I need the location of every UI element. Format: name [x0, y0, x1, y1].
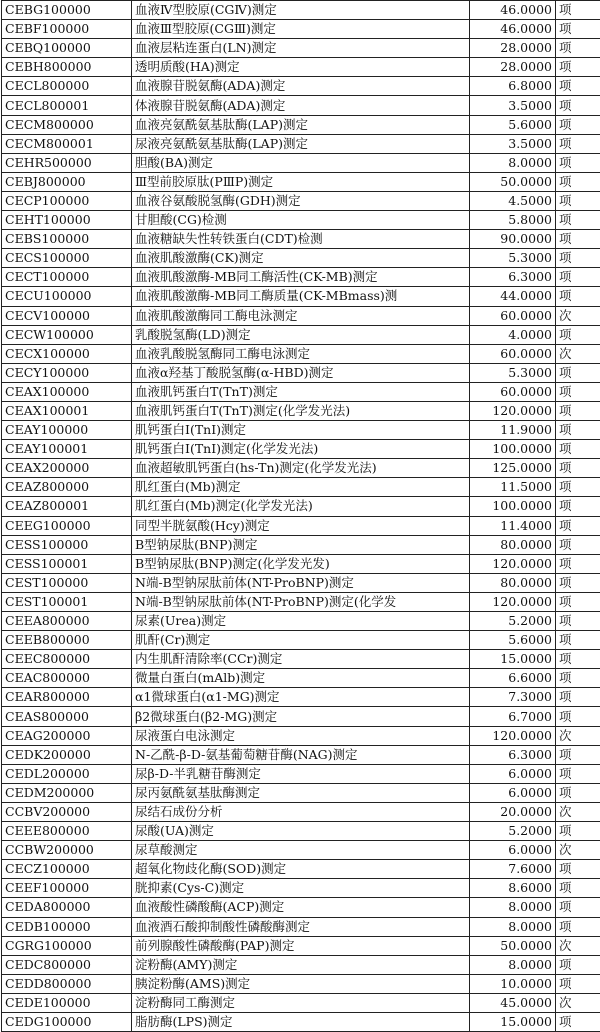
item-name-cell: 脂肪酶(LPS)测定 — [132, 1012, 470, 1031]
item-price-cell: 125.0000 — [470, 459, 556, 478]
item-price-cell: 120.0000 — [470, 401, 556, 420]
item-code-cell: CEDL200000 — [2, 764, 132, 783]
item-name-cell: 尿液亮氨酰氨基肽酶(LAP)测定 — [132, 134, 470, 153]
item-name-cell: 尿草酸测定 — [132, 841, 470, 860]
item-unit-cell: 次 — [556, 726, 600, 745]
table-row — [2, 841, 600, 860]
table-row — [2, 1, 600, 20]
item-code-cell: CECS100000 — [2, 249, 132, 268]
item-unit-cell: 项 — [556, 822, 600, 841]
item-price-cell: 4.5000 — [470, 191, 556, 210]
table-row — [2, 936, 600, 955]
item-name-cell: 尿液蛋白电泳测定 — [132, 726, 470, 745]
item-unit-cell: 项 — [556, 1, 600, 20]
item-code-cell: CEAY100000 — [2, 421, 132, 440]
item-code-cell: CEAX200000 — [2, 459, 132, 478]
item-name-cell: 血液Ⅲ型胶原(CGⅢ)测定 — [132, 20, 470, 39]
item-unit-cell: 项 — [556, 592, 600, 611]
table-row — [2, 974, 600, 993]
item-name-cell: 血液腺苷脱氨酶(ADA)测定 — [132, 77, 470, 96]
item-price-cell: 50.0000 — [470, 172, 556, 191]
item-name-cell: 肌钙蛋白Ⅰ(TnI)测定 — [132, 421, 470, 440]
item-name-cell: 血液亮氨酰氨基肽酶(LAP)测定 — [132, 115, 470, 134]
item-unit-cell: 项 — [556, 39, 600, 58]
item-unit-cell: 项 — [556, 745, 600, 764]
item-code-cell: CEDA800000 — [2, 898, 132, 917]
item-name-cell: N端-B型钠尿肽前体(NT-ProBNP)测定(化学发 — [132, 592, 470, 611]
item-code-cell: CECZ100000 — [2, 860, 132, 879]
item-unit-cell: 项 — [556, 249, 600, 268]
item-unit-cell: 项 — [556, 516, 600, 535]
item-code-cell: CECM800001 — [2, 134, 132, 153]
item-unit-cell: 项 — [556, 459, 600, 478]
table-row — [2, 573, 600, 592]
item-price-cell: 120.0000 — [470, 726, 556, 745]
table-row — [2, 898, 600, 917]
item-unit-cell: 项 — [556, 917, 600, 936]
item-price-cell: 11.5000 — [470, 478, 556, 497]
item-code-cell: CEHR500000 — [2, 153, 132, 172]
item-unit-cell: 次 — [556, 344, 600, 363]
table-row — [2, 134, 600, 153]
item-price-cell: 60.0000 — [470, 306, 556, 325]
item-name-cell: 血液α羟基丁酸脱氢酶(α-HBD)测定 — [132, 363, 470, 382]
item-code-cell: CEBG100000 — [2, 1, 132, 20]
item-price-cell: 6.3000 — [470, 268, 556, 287]
table-row — [2, 211, 600, 230]
item-name-cell: α1微球蛋白(α1-MG)测定 — [132, 688, 470, 707]
item-price-cell: 28.0000 — [470, 39, 556, 58]
item-price-cell: 8.0000 — [470, 898, 556, 917]
item-name-cell: 血液Ⅳ型胶原(CGⅣ)测定 — [132, 1, 470, 20]
item-name-cell: 前列腺酸性磷酸酶(PAP)测定 — [132, 936, 470, 955]
item-unit-cell: 次 — [556, 306, 600, 325]
item-unit-cell: 项 — [556, 440, 600, 459]
item-name-cell: 尿酸(UA)测定 — [132, 822, 470, 841]
price-table — [1, 0, 600, 1032]
item-unit-cell: 项 — [556, 707, 600, 726]
table-row — [2, 401, 600, 420]
item-code-cell: CECY100000 — [2, 363, 132, 382]
item-unit-cell: 项 — [556, 421, 600, 440]
item-price-cell: 20.0000 — [470, 802, 556, 821]
item-unit-cell: 项 — [556, 554, 600, 573]
item-name-cell: 淀粉酶同工酶测定 — [132, 993, 470, 1012]
item-unit-cell: 项 — [556, 612, 600, 631]
item-code-cell: CECT100000 — [2, 268, 132, 287]
item-price-cell: 4.0000 — [470, 325, 556, 344]
item-name-cell: Ⅲ型前胶原肽(PⅢP)测定 — [132, 172, 470, 191]
item-unit-cell: 项 — [556, 287, 600, 306]
table-row — [2, 955, 600, 974]
table-row — [2, 459, 600, 478]
item-code-cell: CECL800001 — [2, 96, 132, 115]
item-name-cell: 胱抑素(Cys-C)测定 — [132, 879, 470, 898]
item-name-cell: 肌酐(Cr)测定 — [132, 631, 470, 650]
item-unit-cell: 项 — [556, 211, 600, 230]
table-row — [2, 153, 600, 172]
item-code-cell: CEBJ800000 — [2, 172, 132, 191]
item-code-cell: CEAZ800000 — [2, 478, 132, 497]
item-code-cell: CEAZ800001 — [2, 497, 132, 516]
table-row — [2, 516, 600, 535]
item-name-cell: 血液酸性磷酸酶(ACP)测定 — [132, 898, 470, 917]
table-row — [2, 382, 600, 401]
item-price-cell: 5.8000 — [470, 211, 556, 230]
item-price-cell: 15.0000 — [470, 1012, 556, 1031]
item-name-cell: N-乙酰-β-D-氨基葡萄糖苷酶(NAG)测定 — [132, 745, 470, 764]
item-name-cell: 血液肌酸激酶-MB同工酶活性(CK-MB)测定 — [132, 268, 470, 287]
item-name-cell: B型钠尿肽(BNP)测定(化学发光发) — [132, 554, 470, 573]
item-price-cell: 60.0000 — [470, 344, 556, 363]
table-row — [2, 325, 600, 344]
item-unit-cell: 项 — [556, 688, 600, 707]
item-name-cell: 肌红蛋白(Mb)测定 — [132, 478, 470, 497]
item-code-cell: CEST100001 — [2, 592, 132, 611]
item-price-cell: 5.2000 — [470, 822, 556, 841]
table-row — [2, 783, 600, 802]
item-unit-cell: 项 — [556, 764, 600, 783]
item-name-cell: 血液超敏肌钙蛋白(hs-Tn)测定(化学发光法) — [132, 459, 470, 478]
item-price-cell: 46.0000 — [470, 1, 556, 20]
item-price-cell: 6.7000 — [470, 707, 556, 726]
item-unit-cell: 次 — [556, 841, 600, 860]
item-code-cell: CECW100000 — [2, 325, 132, 344]
item-code-cell: CEEA800000 — [2, 612, 132, 631]
item-name-cell: 肌钙蛋白Ⅰ(TnI)测定(化学发光法) — [132, 440, 470, 459]
item-unit-cell: 项 — [556, 669, 600, 688]
item-code-cell: CEDG100000 — [2, 1012, 132, 1031]
item-unit-cell: 次 — [556, 993, 600, 1012]
table-row — [2, 249, 600, 268]
table-row — [2, 497, 600, 516]
item-code-cell: CEEB800000 — [2, 631, 132, 650]
item-price-cell: 5.6000 — [470, 115, 556, 134]
item-price-cell: 8.0000 — [470, 955, 556, 974]
item-price-cell: 44.0000 — [470, 287, 556, 306]
item-name-cell: 胆酸(BA)测定 — [132, 153, 470, 172]
item-unit-cell: 次 — [556, 802, 600, 821]
item-code-cell: CEDM200000 — [2, 783, 132, 802]
item-unit-cell: 项 — [556, 974, 600, 993]
item-code-cell: CEAY100001 — [2, 440, 132, 459]
item-code-cell: CECL800000 — [2, 77, 132, 96]
item-price-cell: 15.0000 — [470, 650, 556, 669]
item-code-cell: CEEE800000 — [2, 822, 132, 841]
item-name-cell: 乳酸脱氢酶(LD)测定 — [132, 325, 470, 344]
item-name-cell: 尿丙氨酰氨基肽酶测定 — [132, 783, 470, 802]
item-name-cell: 血液谷氨酸脱氢酶(GDH)测定 — [132, 191, 470, 210]
item-unit-cell: 项 — [556, 77, 600, 96]
item-price-cell: 45.0000 — [470, 993, 556, 1012]
table-row — [2, 745, 600, 764]
item-name-cell: 血液层粘连蛋白(LN)测定 — [132, 39, 470, 58]
item-unit-cell: 项 — [556, 497, 600, 516]
item-unit-cell: 次 — [556, 936, 600, 955]
item-price-cell: 80.0000 — [470, 573, 556, 592]
table-row — [2, 650, 600, 669]
item-unit-cell: 项 — [556, 955, 600, 974]
table-row — [2, 172, 600, 191]
table-row — [2, 822, 600, 841]
item-code-cell: CECP100000 — [2, 191, 132, 210]
item-unit-cell: 项 — [556, 268, 600, 287]
item-name-cell: 血液肌酸激酶同工酶电泳测定 — [132, 306, 470, 325]
table-row — [2, 440, 600, 459]
item-code-cell: CEAX100001 — [2, 401, 132, 420]
item-price-cell: 90.0000 — [470, 230, 556, 249]
table-row — [2, 363, 600, 382]
item-unit-cell: 项 — [556, 573, 600, 592]
item-name-cell: 肌红蛋白(Mb)测定(化学发光法) — [132, 497, 470, 516]
table-row — [2, 96, 600, 115]
item-code-cell: CEEF100000 — [2, 879, 132, 898]
table-row — [2, 612, 600, 631]
item-code-cell: CCBV200000 — [2, 802, 132, 821]
item-name-cell: 同型半胱氨酸(Hcy)测定 — [132, 516, 470, 535]
item-name-cell: N端-B型钠尿肽前体(NT-ProBNP)测定 — [132, 573, 470, 592]
item-price-cell: 120.0000 — [470, 592, 556, 611]
item-code-cell: CECV100000 — [2, 306, 132, 325]
table-row — [2, 592, 600, 611]
item-code-cell: CEEG100000 — [2, 516, 132, 535]
item-code-cell: CEDC800000 — [2, 955, 132, 974]
table-row — [2, 115, 600, 134]
item-price-cell: 5.6000 — [470, 631, 556, 650]
item-price-cell: 8.0000 — [470, 153, 556, 172]
table-row — [2, 554, 600, 573]
table-row — [2, 707, 600, 726]
item-unit-cell: 项 — [556, 860, 600, 879]
table-row — [2, 631, 600, 650]
item-unit-cell: 项 — [556, 879, 600, 898]
item-name-cell: 尿结石成份分析 — [132, 802, 470, 821]
item-code-cell: CECM800000 — [2, 115, 132, 134]
item-price-cell: 6.0000 — [470, 764, 556, 783]
table-row — [2, 764, 600, 783]
item-price-cell: 8.6000 — [470, 879, 556, 898]
item-code-cell: CEAX100000 — [2, 382, 132, 401]
table-row — [2, 421, 600, 440]
item-unit-cell: 项 — [556, 401, 600, 420]
item-code-cell: CEBH800000 — [2, 58, 132, 77]
item-code-cell: CEBS100000 — [2, 230, 132, 249]
item-price-cell: 10.0000 — [470, 974, 556, 993]
item-name-cell: 血液酒石酸抑制酸性磷酸酶测定 — [132, 917, 470, 936]
table-row — [2, 191, 600, 210]
item-code-cell: CEAC800000 — [2, 669, 132, 688]
table-row — [2, 58, 600, 77]
item-price-cell: 7.3000 — [470, 688, 556, 707]
item-unit-cell: 项 — [556, 153, 600, 172]
table-row — [2, 917, 600, 936]
item-name-cell: β2微球蛋白(β2-MG)测定 — [132, 707, 470, 726]
item-name-cell: 血液肌钙蛋白T(TnT)测定(化学发光法) — [132, 401, 470, 420]
item-name-cell: 超氧化物歧化酶(SOD)测定 — [132, 860, 470, 879]
item-unit-cell: 项 — [556, 631, 600, 650]
item-code-cell: CEAR800000 — [2, 688, 132, 707]
item-code-cell: CECU100000 — [2, 287, 132, 306]
table-row — [2, 860, 600, 879]
item-price-cell: 120.0000 — [470, 554, 556, 573]
item-code-cell: CEST100000 — [2, 573, 132, 592]
item-code-cell: CEAS800000 — [2, 707, 132, 726]
item-price-cell: 6.0000 — [470, 783, 556, 802]
item-unit-cell: 项 — [556, 898, 600, 917]
item-name-cell: 血液糖缺失性转铁蛋白(CDT)检测 — [132, 230, 470, 249]
table-row — [2, 688, 600, 707]
item-unit-cell: 项 — [556, 172, 600, 191]
item-unit-cell: 项 — [556, 325, 600, 344]
item-price-cell: 11.9000 — [470, 421, 556, 440]
item-unit-cell: 项 — [556, 650, 600, 669]
item-unit-cell: 项 — [556, 535, 600, 554]
item-price-cell: 11.4000 — [470, 516, 556, 535]
item-name-cell: 血液乳酸脱氢酶同工酶电泳测定 — [132, 344, 470, 363]
item-unit-cell: 项 — [556, 230, 600, 249]
item-price-cell: 28.0000 — [470, 58, 556, 77]
item-code-cell: CEDE100000 — [2, 993, 132, 1012]
item-unit-cell: 项 — [556, 478, 600, 497]
table-row — [2, 20, 600, 39]
item-price-cell: 80.0000 — [470, 535, 556, 554]
item-name-cell: 血液肌酸激酶(CK)测定 — [132, 249, 470, 268]
item-unit-cell: 项 — [556, 1012, 600, 1031]
item-price-cell: 6.8000 — [470, 77, 556, 96]
item-code-cell: CECX100000 — [2, 344, 132, 363]
item-code-cell: CEDD800000 — [2, 974, 132, 993]
table-row — [2, 669, 600, 688]
item-code-cell: CEDB100000 — [2, 917, 132, 936]
item-unit-cell: 项 — [556, 382, 600, 401]
item-code-cell: CCBW200000 — [2, 841, 132, 860]
item-unit-cell: 项 — [556, 20, 600, 39]
item-unit-cell: 项 — [556, 134, 600, 153]
table-row — [2, 306, 600, 325]
item-name-cell: 透明质酸(HA)测定 — [132, 58, 470, 77]
table-row — [2, 993, 600, 1012]
item-unit-cell: 项 — [556, 96, 600, 115]
table-row — [2, 230, 600, 249]
table-row — [2, 77, 600, 96]
item-code-cell: CESS100000 — [2, 535, 132, 554]
item-name-cell: 体液腺苷脱氨酶(ADA)测定 — [132, 96, 470, 115]
item-price-cell: 5.3000 — [470, 249, 556, 268]
item-name-cell: B型钠尿肽(BNP)测定 — [132, 535, 470, 554]
item-code-cell: CEDK200000 — [2, 745, 132, 764]
table-row — [2, 268, 600, 287]
item-name-cell: 尿素(Urea)测定 — [132, 612, 470, 631]
item-unit-cell: 项 — [556, 363, 600, 382]
item-price-cell: 6.3000 — [470, 745, 556, 764]
item-unit-cell: 项 — [556, 115, 600, 134]
item-price-cell: 6.6000 — [470, 669, 556, 688]
price-table-body — [2, 1, 600, 1032]
item-code-cell: CESS100001 — [2, 554, 132, 573]
item-name-cell: 尿β-D-半乳糖苷酶测定 — [132, 764, 470, 783]
item-unit-cell: 项 — [556, 783, 600, 802]
item-name-cell: 微量白蛋白(mAlb)测定 — [132, 669, 470, 688]
item-price-cell: 50.0000 — [470, 936, 556, 955]
item-price-cell: 3.5000 — [470, 134, 556, 153]
table-row — [2, 726, 600, 745]
table-row — [2, 535, 600, 554]
item-unit-cell: 项 — [556, 58, 600, 77]
item-price-cell: 5.2000 — [470, 612, 556, 631]
table-row — [2, 478, 600, 497]
item-name-cell: 内生肌酐清除率(CCr)测定 — [132, 650, 470, 669]
table-row — [2, 344, 600, 363]
item-price-cell: 46.0000 — [470, 20, 556, 39]
item-price-cell: 7.6000 — [470, 860, 556, 879]
item-price-cell: 100.0000 — [470, 440, 556, 459]
item-name-cell: 胰淀粉酶(AMS)测定 — [132, 974, 470, 993]
item-code-cell: CEAG200000 — [2, 726, 132, 745]
item-code-cell: CEBQ100000 — [2, 39, 132, 58]
item-unit-cell: 项 — [556, 191, 600, 210]
table-row — [2, 39, 600, 58]
item-code-cell: CEEC800000 — [2, 650, 132, 669]
item-code-cell: CEHT100000 — [2, 211, 132, 230]
item-price-cell: 5.3000 — [470, 363, 556, 382]
table-row — [2, 287, 600, 306]
item-price-cell: 8.0000 — [470, 917, 556, 936]
item-price-cell: 6.0000 — [470, 841, 556, 860]
item-price-cell: 100.0000 — [470, 497, 556, 516]
table-row — [2, 802, 600, 821]
item-name-cell: 淀粉酶(AMY)测定 — [132, 955, 470, 974]
item-name-cell: 血液肌酸激酶-MB同工酶质量(CK-MBmass)测 — [132, 287, 470, 306]
item-name-cell: 血液肌钙蛋白T(TnT)测定 — [132, 382, 470, 401]
item-price-cell: 60.0000 — [470, 382, 556, 401]
item-code-cell: CGRG100000 — [2, 936, 132, 955]
item-price-cell: 3.5000 — [470, 96, 556, 115]
item-code-cell: CEBF100000 — [2, 20, 132, 39]
item-name-cell: 甘胆酸(CG)检测 — [132, 211, 470, 230]
table-row — [2, 879, 600, 898]
